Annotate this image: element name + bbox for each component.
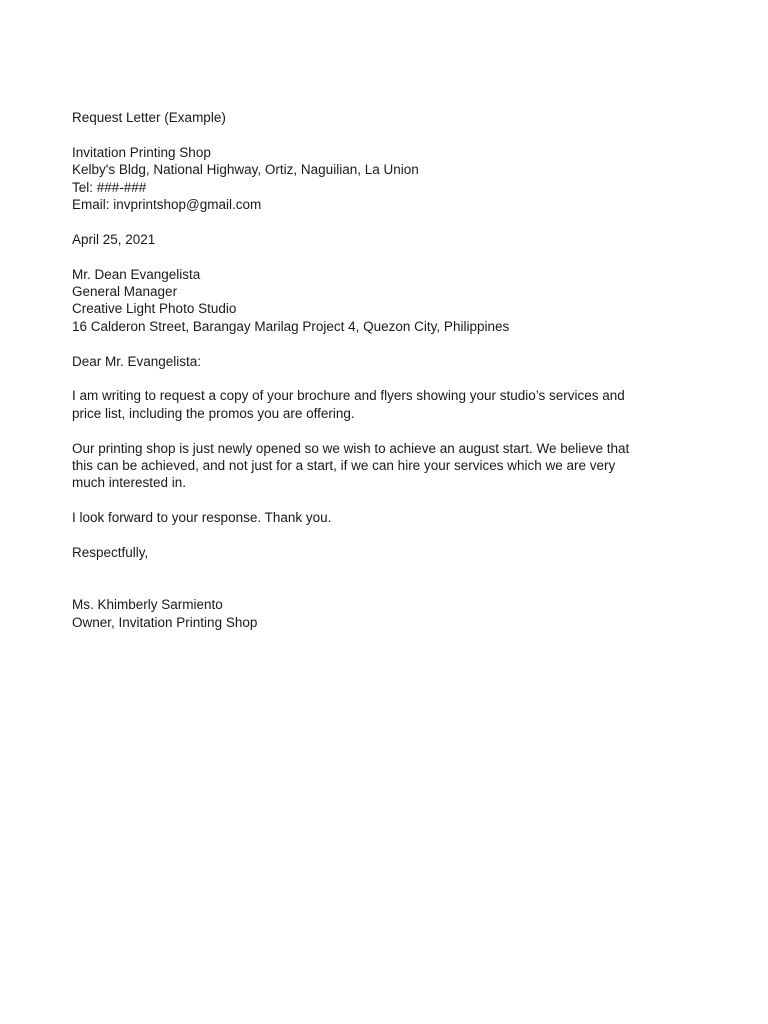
signature-title: Owner, Invitation Printing Shop <box>72 614 258 630</box>
paragraph-1-line-2: price list, including the promos you are offering. <box>72 405 355 421</box>
recipient-company: Creative Light Photo Studio <box>72 301 237 317</box>
paragraph-3: I look forward to your response. Thank you. <box>72 510 332 526</box>
spacer <box>72 213 702 230</box>
recipient-address: 16 Calderon Street, Barangay Marilag Project 4, Quezon City, Philippines <box>72 318 510 334</box>
spacer <box>72 248 702 265</box>
spacer <box>72 126 702 143</box>
paragraph-1-line-1: I am writing to request a copy of your brochure and flyers showing your studio’s services and <box>72 388 625 404</box>
letter-date: April 25, 2021 <box>72 231 156 247</box>
spacer <box>72 370 702 387</box>
letter-heading: Request Letter (Example) <box>72 110 226 125</box>
signature-space <box>72 561 702 596</box>
signature-name: Ms. Khimberly Sarmiento <box>72 597 223 613</box>
spacer <box>72 422 702 439</box>
spacer <box>72 492 702 509</box>
paragraph-2-line-3: much interested in. <box>72 475 187 491</box>
paragraph-2-line-1: Our printing shop is just newly opened so we wish to achieve an august start. We believe that <box>72 440 630 456</box>
paragraph-2-line-2: this can be achieved, and not just for a start, if we can hire your services which we are very <box>72 458 616 474</box>
closing: Respectfully, <box>72 545 149 561</box>
recipient-title: General Manager <box>72 284 178 300</box>
sender-name: Invitation Printing Shop <box>72 144 211 160</box>
salutation: Dear Mr. Evangelista: <box>72 353 202 369</box>
sender-address: Kelby's Bldg, National Highway, Ortiz, Naguilian, La Union <box>72 162 419 178</box>
sender-tel: Tel: ###-### <box>72 179 147 195</box>
spacer <box>72 335 702 352</box>
sender-email: Email: invprintshop@gmail.com <box>72 197 262 213</box>
recipient-name: Mr. Dean Evangelista <box>72 266 201 282</box>
spacer <box>72 527 702 544</box>
letter-body <box>72 109 702 631</box>
